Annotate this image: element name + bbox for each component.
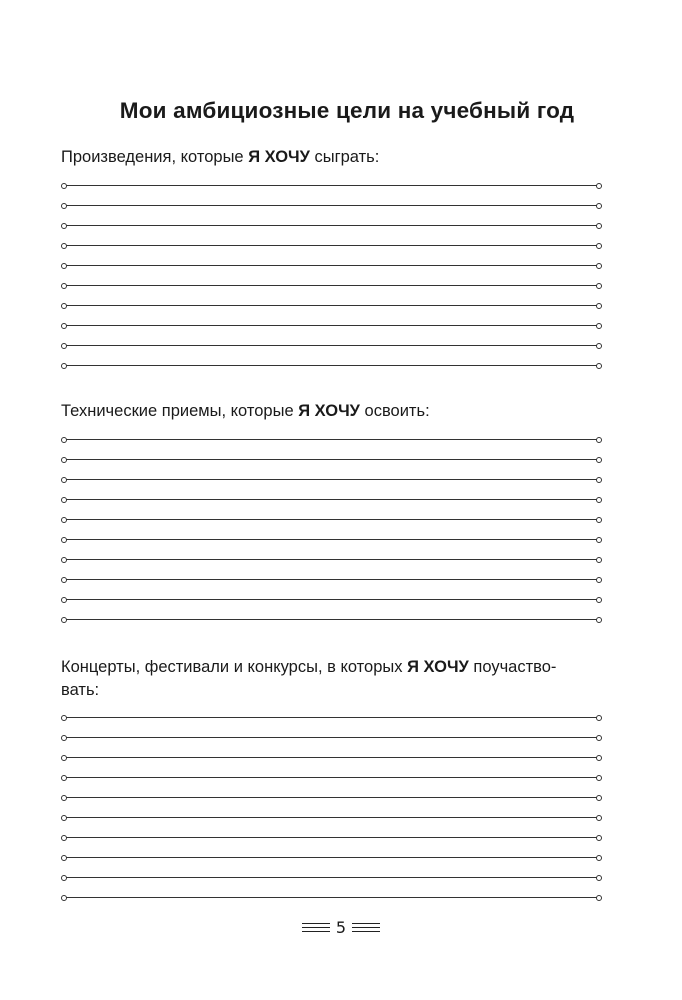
line-rule <box>66 499 597 500</box>
line-rule <box>66 737 597 738</box>
line-rule <box>66 837 597 838</box>
writing-line[interactable] <box>61 617 602 623</box>
prompt-text: освоить: <box>359 402 430 420</box>
line-rule <box>66 265 597 266</box>
line-rule <box>66 305 597 306</box>
writing-line[interactable] <box>61 183 602 189</box>
line-rule <box>66 817 597 818</box>
line-rule <box>66 717 597 718</box>
line-end-dot-right <box>596 457 602 463</box>
line-rule <box>66 225 597 226</box>
line-rule <box>66 185 597 186</box>
line-end-dot-right <box>596 755 602 761</box>
section-prompt-concerts <box>61 656 621 702</box>
writing-line[interactable] <box>61 457 602 463</box>
line-rule <box>66 439 597 440</box>
line-rule <box>66 345 597 346</box>
line-rule <box>66 519 597 520</box>
writing-line[interactable] <box>61 517 602 523</box>
line-end-dot-left <box>61 203 67 209</box>
line-rule <box>66 599 597 600</box>
prompt-text: Произведения, которые <box>61 148 249 166</box>
section-prompt-pieces <box>61 146 621 169</box>
line-end-dot-right <box>596 577 602 583</box>
line-end-dot-right <box>596 815 602 821</box>
prompt-text: Технические приемы, которые <box>61 402 299 420</box>
writing-line[interactable] <box>61 303 602 309</box>
line-end-dot-right <box>596 735 602 741</box>
line-end-dot-left <box>61 223 67 229</box>
line-end-dot-right <box>596 895 602 901</box>
page-title: Мои амбициозные цели на учебный год <box>119 98 575 123</box>
line-end-dot-left <box>61 457 67 463</box>
line-rule <box>66 365 597 366</box>
line-end-dot-left <box>61 243 67 249</box>
line-rule <box>66 877 597 878</box>
line-end-dot-right <box>596 303 602 309</box>
line-end-dot-right <box>596 835 602 841</box>
writing-line[interactable] <box>61 497 602 503</box>
line-end-dot-left <box>61 517 67 523</box>
prompt-text: сыграть: <box>309 148 380 166</box>
line-rule <box>66 479 597 480</box>
writing-line[interactable] <box>61 437 602 443</box>
line-end-dot-left <box>61 537 67 543</box>
line-end-dot-left <box>61 497 67 503</box>
writing-line[interactable] <box>61 477 602 483</box>
line-end-dot-right <box>596 715 602 721</box>
writing-line[interactable] <box>61 735 602 741</box>
writing-line[interactable] <box>61 875 602 881</box>
line-end-dot-left <box>61 795 67 801</box>
line-end-dot-right <box>596 775 602 781</box>
writing-line[interactable] <box>61 895 602 901</box>
line-end-dot-left <box>61 323 67 329</box>
line-end-dot-right <box>596 617 602 623</box>
line-end-dot-left <box>61 577 67 583</box>
prompt-emphasis: Я ХОЧУ <box>298 402 360 420</box>
line-end-dot-left <box>61 477 67 483</box>
line-end-dot-right <box>596 875 602 881</box>
line-end-dot-left <box>61 183 67 189</box>
line-rule <box>66 325 597 326</box>
line-end-dot-left <box>61 735 67 741</box>
writing-line[interactable] <box>61 795 602 801</box>
line-rule <box>66 619 597 620</box>
line-end-dot-left <box>61 775 67 781</box>
line-end-dot-left <box>61 617 67 623</box>
line-end-dot-left <box>61 855 67 861</box>
writing-line[interactable] <box>61 223 602 229</box>
prompt-emphasis: Я ХОЧУ <box>248 148 310 166</box>
writing-lines-pieces <box>61 183 602 369</box>
line-end-dot-left <box>61 363 67 369</box>
line-end-dot-left <box>61 715 67 721</box>
line-end-dot-right <box>596 537 602 543</box>
line-rule <box>66 459 597 460</box>
line-end-dot-right <box>596 477 602 483</box>
line-end-dot-right <box>596 363 602 369</box>
writing-line[interactable] <box>61 715 602 721</box>
line-end-dot-right <box>596 203 602 209</box>
line-end-dot-left <box>61 437 67 443</box>
line-end-dot-left <box>61 557 67 563</box>
writing-line[interactable] <box>61 263 602 269</box>
writing-line[interactable] <box>61 577 602 583</box>
writing-line[interactable] <box>61 343 602 349</box>
writing-line[interactable] <box>61 283 602 289</box>
line-end-dot-right <box>596 795 602 801</box>
line-end-dot-left <box>61 875 67 881</box>
line-end-dot-right <box>596 497 602 503</box>
line-end-dot-right <box>596 263 602 269</box>
line-end-dot-left <box>61 835 67 841</box>
line-rule <box>66 245 597 246</box>
line-end-dot-right <box>596 557 602 563</box>
line-end-dot-left <box>61 263 67 269</box>
line-end-dot-right <box>596 223 602 229</box>
line-end-dot-right <box>596 323 602 329</box>
line-end-dot-left <box>61 755 67 761</box>
writing-line[interactable] <box>61 243 602 249</box>
line-rule <box>66 205 597 206</box>
line-rule <box>66 539 597 540</box>
writing-lines-techniques <box>61 437 602 623</box>
writing-line[interactable] <box>61 323 602 329</box>
line-rule <box>66 757 597 758</box>
page-footer <box>0 917 682 937</box>
line-end-dot-left <box>61 303 67 309</box>
prompt-text: поучаство- вать: <box>61 658 557 699</box>
line-end-dot-right <box>596 183 602 189</box>
page-number: 5 <box>335 917 347 937</box>
writing-line[interactable] <box>61 597 602 603</box>
writing-line[interactable] <box>61 557 602 563</box>
writing-line[interactable] <box>61 775 602 781</box>
line-rule <box>66 897 597 898</box>
line-rule <box>66 777 597 778</box>
line-rule <box>66 285 597 286</box>
prompt-emphasis: Я ХОЧУ <box>407 658 469 676</box>
footer-rule-left <box>302 922 330 933</box>
section-prompt-techniques <box>61 400 621 423</box>
prompt-text: Концерты, фестивали и конкурсы, в которых <box>61 658 408 676</box>
line-end-dot-left <box>61 343 67 349</box>
line-end-dot-left <box>61 895 67 901</box>
line-rule <box>66 797 597 798</box>
footer-rule-right <box>352 922 380 933</box>
line-end-dot-left <box>61 815 67 821</box>
line-end-dot-right <box>596 283 602 289</box>
line-end-dot-right <box>596 437 602 443</box>
writing-line[interactable] <box>61 855 602 861</box>
line-end-dot-right <box>596 597 602 603</box>
writing-line[interactable] <box>61 755 602 761</box>
line-end-dot-right <box>596 517 602 523</box>
line-end-dot-right <box>596 243 602 249</box>
writing-lines-concerts <box>61 715 602 901</box>
writing-line[interactable] <box>61 203 602 209</box>
line-end-dot-left <box>61 283 67 289</box>
writing-line[interactable] <box>61 835 602 841</box>
line-rule <box>66 857 597 858</box>
writing-line[interactable] <box>61 537 602 543</box>
line-end-dot-left <box>61 597 67 603</box>
writing-line[interactable] <box>61 815 602 821</box>
line-end-dot-right <box>596 343 602 349</box>
writing-line[interactable] <box>61 363 602 369</box>
line-rule <box>66 559 597 560</box>
line-rule <box>66 579 597 580</box>
line-end-dot-right <box>596 855 602 861</box>
